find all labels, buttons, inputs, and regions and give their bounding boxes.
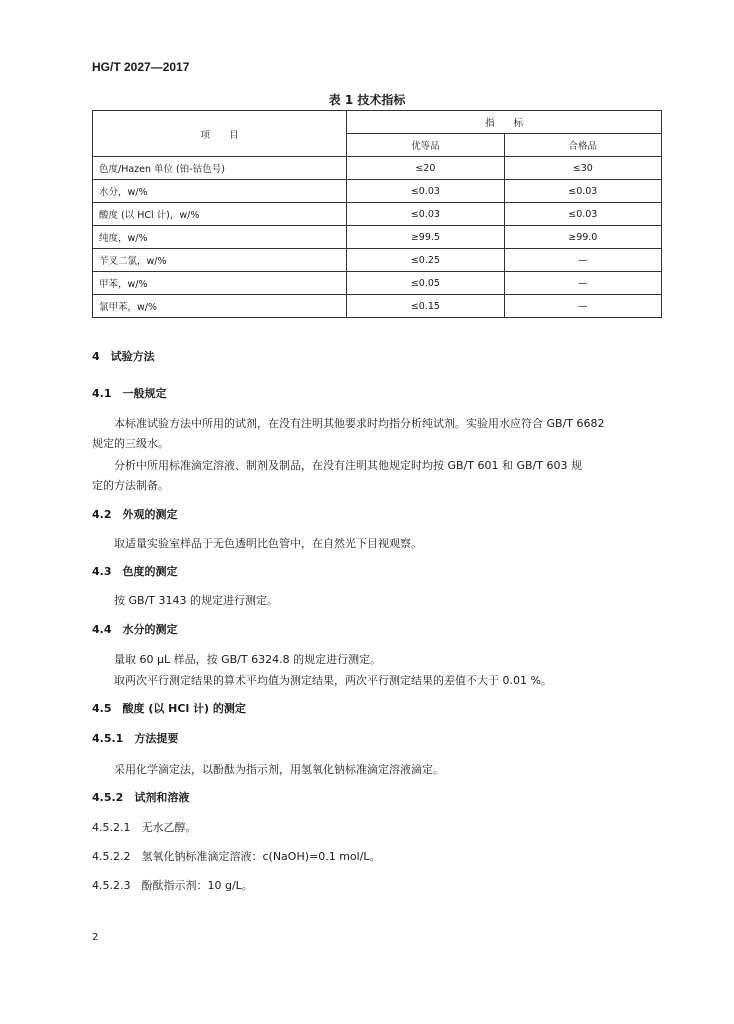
row-qualified: ≤0.03 <box>504 203 661 226</box>
paragraph: 按 GB/T 3143 的规定进行测定。 <box>114 594 278 607</box>
header-index: 指 标 <box>347 111 662 134</box>
row-first: ≤0.03 <box>347 203 504 226</box>
row-item: 苄叉二氯，w/% <box>93 249 347 272</box>
paragraph: 规定的三级水。 <box>92 437 169 450</box>
row-item: 酸度 (以 HCl 计)，w/% <box>93 203 347 226</box>
section-heading: 4.5.1 方法提要 <box>92 732 179 745</box>
row-qualified: — <box>504 272 661 295</box>
section-heading: 4.3 色度的测定 <box>92 565 178 578</box>
page-number: 2 <box>92 932 99 943</box>
table-row <box>93 295 662 318</box>
row-qualified: ≤30 <box>504 157 661 180</box>
row-qualified: — <box>504 295 661 318</box>
header-item: 项 目 <box>93 111 347 157</box>
row-first: ≤0.25 <box>347 249 504 272</box>
row-item: 纯度，w/% <box>93 226 347 249</box>
row-first: ≥99.5 <box>347 226 504 249</box>
row-qualified: — <box>504 249 661 272</box>
section-heading: 4 试验方法 <box>92 350 155 363</box>
table-row <box>93 249 662 272</box>
row-item: 氯甲苯，w/% <box>93 295 347 318</box>
paragraph: 4.5.2.2 氢氧化钠标准滴定溶液：c(NaOH)=0.1 mol/L。 <box>92 850 381 863</box>
paragraph: 取适量实验室样品于无色透明比色管中，在自然光下目视观察。 <box>114 537 422 550</box>
row-first: ≤20 <box>347 157 504 180</box>
paragraph: 取两次平行测定结果的算术平均值为测定结果，两次平行测定结果的差值不大于 0.01 %。 <box>114 674 552 687</box>
row-item: 甲苯，w/% <box>93 272 347 295</box>
row-first: ≤0.05 <box>347 272 504 295</box>
paragraph: 定的方法制备。 <box>92 479 169 492</box>
row-item: 水分，w/% <box>93 180 347 203</box>
row-item: 色度/Hazen 单位 (铂-钴色号) <box>93 157 347 180</box>
section-heading: 4.1 一般规定 <box>92 387 167 400</box>
row-first: ≤0.15 <box>347 295 504 318</box>
paragraph: 量取 60 μL 样品，按 GB/T 6324.8 的规定进行测定。 <box>114 653 382 666</box>
paragraph: 4.5.2.1 无水乙醇。 <box>92 821 197 834</box>
table-title: 表 1 技术指标 <box>328 93 406 107</box>
header-qualified-grade: 合格品 <box>504 134 661 157</box>
section-heading: 4.2 外观的测定 <box>92 508 178 521</box>
header-first-grade: 优等品 <box>347 134 504 157</box>
paragraph: 分析中所用标准滴定溶液、制剂及制品，在没有注明其他规定时均按 GB/T 601 和 GB/T 603 规 <box>114 459 582 472</box>
row-qualified: ≥99.0 <box>504 226 661 249</box>
section-heading: 4.4 水分的测定 <box>92 623 178 636</box>
paragraph: 本标准试验方法中所用的试剂，在没有注明其他要求时均指分析纯试剂。实验用水应符合 GB/T 6682 <box>114 417 605 430</box>
technical-index-table <box>92 110 662 318</box>
table-row <box>93 180 662 203</box>
paragraph: 4.5.2.3 酚酞指示剂：10 g/L。 <box>92 879 253 892</box>
row-qualified: ≤0.03 <box>504 180 661 203</box>
row-first: ≤0.03 <box>347 180 504 203</box>
paragraph: 采用化学滴定法，以酚酞为指示剂，用氢氧化钠标准滴定溶液滴定。 <box>114 763 444 776</box>
table-row <box>93 226 662 249</box>
section-heading: 4.5.2 试剂和溶液 <box>92 791 190 804</box>
table-row <box>93 272 662 295</box>
standard-number: HG/T 2027—2017 <box>92 60 190 74</box>
table-row <box>93 203 662 226</box>
section-heading: 4.5 酸度 (以 HCl 计) 的测定 <box>92 702 246 715</box>
table-row <box>93 157 662 180</box>
